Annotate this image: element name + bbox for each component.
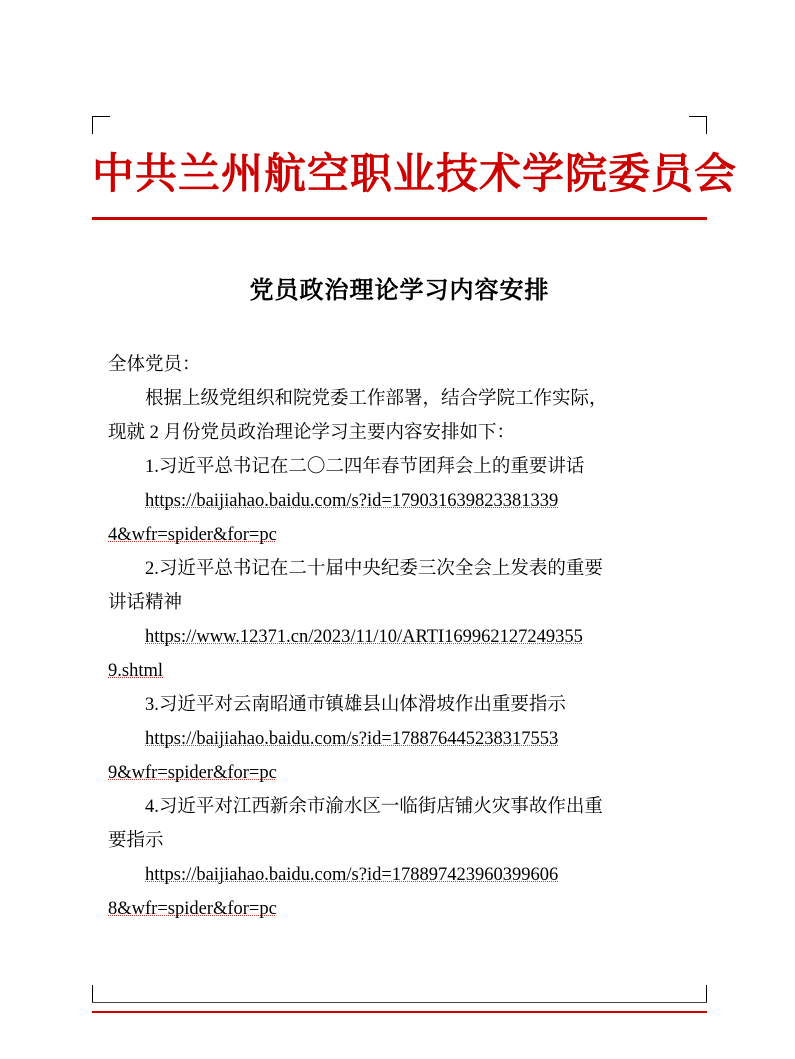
item-text: 习近平对云南昭通市镇雄县山体滑坡作出重要指示	[158, 695, 566, 715]
url-link[interactable]: https://baijiahao.baidu.com/s?id=178897423960399606	[145, 865, 559, 885]
crop-mark-top-left	[92, 116, 110, 134]
letterhead-divider	[92, 217, 707, 220]
url-link-continued[interactable]: 8&wfr=spider&for=pc	[108, 899, 277, 919]
item-text-continued: 讲话精神	[108, 593, 183, 613]
list-item	[108, 450, 700, 484]
url-link[interactable]: https://baijiahao.baidu.com/s?id=178876445238317553	[145, 729, 559, 749]
crop-mark-bottom-right	[689, 985, 707, 1003]
url-link-continued[interactable]: 9.shtml	[108, 661, 163, 681]
list-item	[108, 552, 700, 586]
crop-mark-top-right	[689, 116, 707, 134]
item-number: 2.	[145, 559, 159, 579]
list-item	[108, 688, 700, 722]
list-item-url-continued	[108, 654, 700, 688]
list-item-url-continued	[108, 756, 700, 790]
list-item-url-continued	[108, 518, 700, 552]
list-item-url	[108, 858, 700, 892]
item-text: 习近平总书记在二〇二四年春节团拜会上的重要讲话	[158, 457, 585, 477]
crop-mark-bottom-left	[92, 985, 110, 1003]
intro-line-1: 根据上级党组织和院党委工作部署，结合学院工作实际，	[145, 389, 608, 409]
footer-divider-dark	[92, 1002, 707, 1003]
page-title: 党员政治理论学习内容安排	[249, 277, 550, 304]
footer-divider-red	[92, 1011, 707, 1013]
item-number: 1.	[145, 457, 159, 477]
item-number: 3.	[145, 695, 159, 715]
list-item	[108, 790, 700, 824]
url-link[interactable]: https://baijiahao.baidu.com/s?id=179031639823381339	[145, 491, 559, 511]
item-number: 4.	[145, 797, 159, 817]
list-item-url-continued	[108, 892, 700, 926]
url-link[interactable]: https://www.12371.cn/2023/11/10/ARTI169962127249355	[145, 627, 583, 647]
item-text-continued: 要指示	[108, 831, 164, 851]
url-link-continued[interactable]: 9&wfr=spider&for=pc	[108, 763, 277, 783]
letterhead	[92, 148, 738, 220]
item-text: 习近平总书记在二十届中央纪委三次全会上发表的重要	[158, 559, 603, 579]
list-item-url	[108, 484, 700, 518]
list-item-url	[108, 722, 700, 756]
item-text: 习近平对江西新余市渝水区一临街店铺火灾事故作出重	[158, 797, 603, 817]
document-body	[108, 348, 700, 926]
intro-line-2: 现就 2 月份党员政治理论学习主要内容安排如下：	[108, 423, 516, 443]
url-link-continued[interactable]: 4&wfr=spider&for=pc	[108, 525, 277, 545]
list-item-url	[108, 620, 700, 654]
letterhead-title: 中共兰州航空职业技术学院委员会	[92, 150, 738, 197]
salutation: 全体党员：	[108, 355, 201, 375]
